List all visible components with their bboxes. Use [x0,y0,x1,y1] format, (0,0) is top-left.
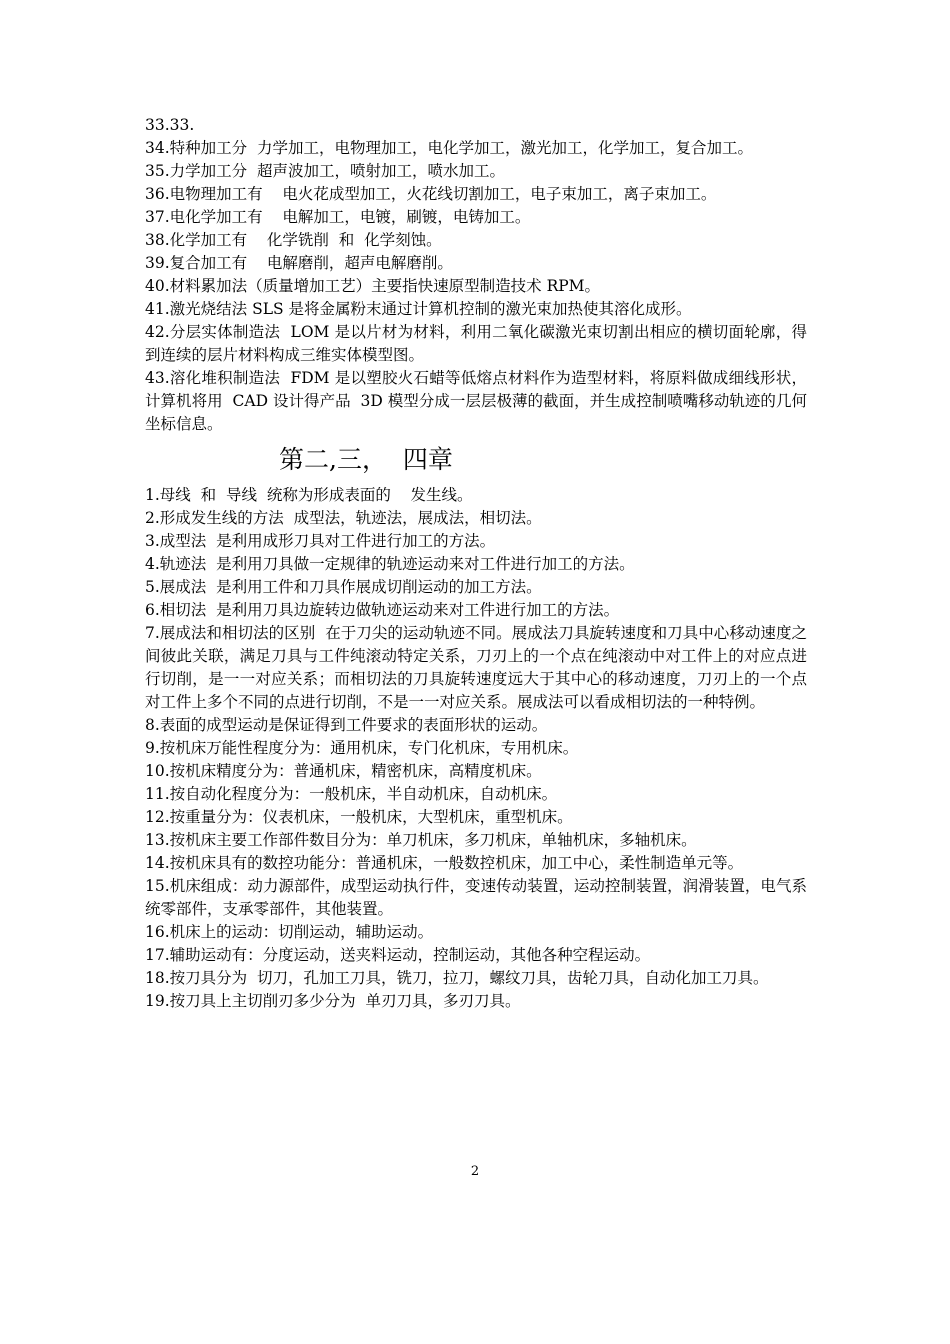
paragraph-15: 15.机床组成：动力源部件，成型运动执行件，变速传动装置，运动控制装置，润滑装置，电气系统零部件，支承零部件，其他装置。 [145,877,807,918]
section-chapters-2-4 [145,484,807,1013]
paragraph-13: 13.按机床主要工作部件数目分为：单刀机床，多刀机床，单轴机床，多轴机床。 [145,831,697,849]
paragraph-42: 42.分层实体制造法 LOM 是以片材为材料，利用二氧化碳激光束切割出相应的横切面轮廓，得到连续的层片材料构成三维实体模型图。 [145,323,807,364]
paragraph-6: 6.相切法 是利用刀具边旋转边做轨迹运动来对工件进行加工的方法。 [145,601,620,619]
paragraph-2: 2.形成发生线的方法 成型法，轨迹法，展成法，相切法。 [145,509,542,527]
paragraph-35: 35.力学加工分 超声波加工，喷射加工，喷水加工。 [145,162,506,180]
page-number: 2 [470,1164,480,1179]
paragraph-17: 17.辅助运动有：分度运动，送夹料运动，控制运动，其他各种空程运动。 [145,946,651,964]
paragraph-41: 41.激光烧结法 SLS 是将金属粉末通过计算机控制的激光束加热使其溶化成形。 [145,300,692,318]
paragraph-14: 14.按机床具有的数控功能分：普通机床，一般数控机床，加工中心，柔性制造单元等。 [145,854,744,872]
paragraph-34: 34.特种加工分 力学加工，电物理加工，电化学加工，激光加工，化学加工，复合加工。 [145,139,754,157]
paragraph-39: 39.复合加工有 电解磨削，超声电解磨削。 [145,254,453,272]
paragraph-16: 16.机床上的运动：切削运动，辅助运动。 [145,923,434,941]
section-special-machining [145,114,807,436]
paragraph-5: 5.展成法 是利用工件和刀具作展成切削运动的加工方法。 [145,578,542,596]
paragraph-3: 3.成型法 是利用成形刀具对工件进行加工的方法。 [145,532,496,550]
paragraph-36: 36.电物理加工有 电火花成型加工，火花线切割加工，电子束加工，离子束加工。 [145,185,717,203]
paragraph-19: 19.按刀具上主切削刃多少分为 单刃刀具，多刃刀具。 [145,992,521,1010]
chapter-heading: 第二,三， 四章 [279,445,453,474]
paragraph-12: 12.按重量分为：仪表机床，一般机床，大型机床，重型机床。 [145,808,573,826]
paragraph-10: 10.按机床精度分为：普通机床，精密机床，高精度机床。 [145,762,542,780]
paragraph-7: 7.展成法和相切法的区别 在于刀尖的运动轨迹不同。展成法刀具旋转速度和刀具中心移动速度之间彼此关联，满足刀具与工件纯滚动特定关系，刀刃上的一个点在纯滚动中对工件上的对应点进行切削，是一一对应关系；而相切法的刀具旋转速度远大于其中心的移动速度，刀刃上的一个点对工件上多个不同的点进行切削，不是一一对应关系。展成法可以看成相切法的一种特例。 [145,624,807,711]
paragraph-18: 18.按刀具分为 切刀，孔加工刀具，铣刀，拉刀，螺纹刀具，齿轮刀具，自动化加工刀具。 [145,969,769,987]
paragraph-1: 1.母线 和 导线 统称为形成表面的 发生线。 [145,486,473,504]
paragraph-9: 9.按机床万能性程度分为：通用机床，专门化机床，专用机床。 [145,739,579,757]
paragraph-11: 11.按自动化程度分为：一般机床，半自动机床，自动机床。 [145,785,558,803]
document-page [145,114,807,1013]
paragraph-8: 8.表面的成型运动是保证得到工件要求的表面形状的运动。 [145,716,548,734]
paragraph-37: 37.电化学加工有 电解加工，电镀，刷镀，电铸加工。 [145,208,531,226]
paragraph-4: 4.轨迹法 是利用刀具做一定规律的轨迹运动来对工件进行加工的方法。 [145,555,635,573]
paragraph-40: 40.材料累加法（质量增加工艺）主要指快速原型制造技术 RPM。 [145,277,601,295]
paragraph-33: 33.33. [145,116,195,134]
paragraph-38: 38.化学加工有 化学铣削 和 化学刻蚀。 [145,231,442,249]
paragraph-43: 43.溶化堆积制造法 FDM 是以塑胶火石蜡等低熔点材料作为造型材料，将原料做成细线形状，计算机将用 CAD 设计得产品 3D 模型分成一层层极薄的截面，并生成控制喷嘴移动轨迹的几何坐标信息。 [145,369,807,433]
